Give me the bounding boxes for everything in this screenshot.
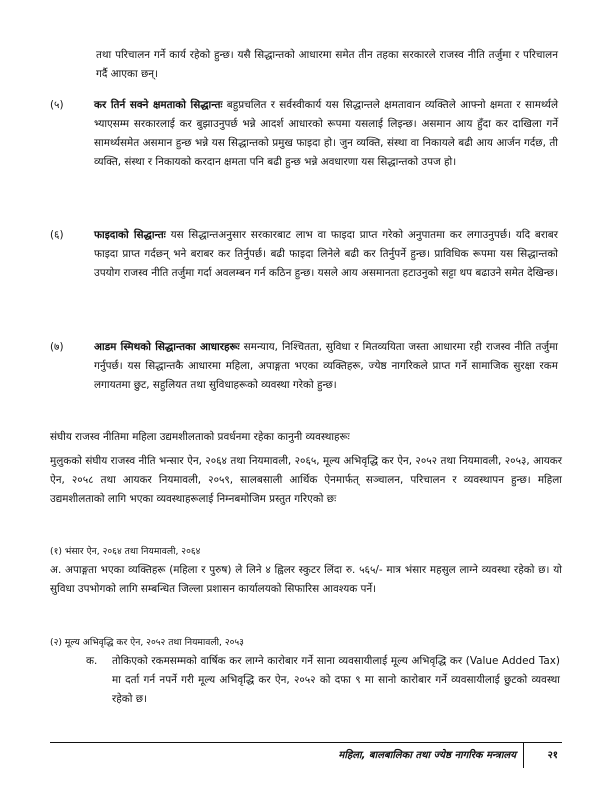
intro-paragraph: मुलुकको संघीय राजस्व नीति भन्सार ऐन, २०६४ तथा नियमावली, २०६५, मूल्य अभिवृद्धि कर ऐन, २०५२ तथा नियमावली, २०५३, आयकर ऐन, २०५८ तथा आयकर नियमावली, २०५९, सालबसाली आर्थिक ऐनमार्फत् सञ्चालन, परिचालन र व्यवस्थापन हुन्छ। महिला उद्यमशीलताको लागि भएका व्यवस्थाहरूलाई निम्नबमोजिम प्रस्तुत गरिएको छः: [50, 455, 562, 505]
principle-title: आडम स्मिथको सिद्धान्तका आधारहरूः: [94, 341, 240, 353]
principle-body: [94, 338, 558, 395]
subsection-paragraph-customs: अ. अपाङ्गता भएका व्यक्तिहरू (महिला र पुरुष) ले लिने ४ ह्विलर स्कुटर लिंदा रु. ५६५/- मात्र भंसार महसुल लाग्ने व्यवस्था रहेको छ। यो सुविधा उपभोगको लागि सम्बन्धित जिल्ला प्रशासन कार्यालयको सिफारिस आवश्यक पर्ने।: [50, 564, 562, 595]
lead-paragraph: तथा परिचालन गर्ने कार्य रहेको हुन्छ। यसै सिद्धान्तको आधारमा समेत तीन तहका सरकारले राजस्व नीति तर्जुमा र परिचालन गर्दै आएका छन्।: [96, 49, 558, 80]
principle-number: (५): [50, 99, 64, 111]
principle-text: समन्याय, निश्चितता, सुविधा र मितव्ययिता जस्ता आधारमा रही राजस्व नीति तर्जुमा गर्नुपर्छ। यस सिद्धान्तकै आधारमा महिला, अपाङ्गता भएका व्यक्तिहरू, ज्येष्ठ नागरिकले प्राप्त गर्ने सामाजिक सुरक्षा रकम लगायतमा छुट, सहुलियत तथा सुविधाहरूको व्यवस्था गरेको हुन्छ।: [94, 341, 558, 391]
footer-separator: [523, 742, 524, 768]
footer-ministry: महिला, बालबालिका तथा ज्येष्ठ नागरिक मन्त्रालय: [338, 750, 516, 761]
principle-number: (७): [50, 341, 64, 353]
principle-title: कर तिर्न सक्ने क्षमताको सिद्धान्तः: [94, 99, 223, 111]
subsection-heading-vat: (२) मूल्य अभिवृद्धि कर ऐन, २०५२ तथा नियमावली, २०५३: [50, 637, 244, 648]
page-number: २१: [547, 750, 558, 761]
principle-body: [94, 96, 558, 172]
principle-title: फाइदाको सिद्धान्तः: [94, 229, 166, 241]
clause-text: तोकिएको रकमसम्मको वार्षिक कर लाग्ने कारोबार गर्ने साना व्यवसायीलाई मूल्य अभिवृद्धि कर (Value Added Tax) मा दर्ता गर्न नपर्ने गरी मूल्य अभिवृद्धि कर ऐन, २०५२ को दफा ९ मा सानो कारोबार गर्ने व्यवसायीलाई छुटको व्यवस्था रहेको छ।: [112, 655, 560, 705]
principle-number: (६): [50, 229, 64, 241]
subsection-heading-customs: (१) भंसार ऐन, २०६४ तथा नियमावली, २०६४: [50, 546, 201, 557]
principle-text: बहुप्रचलित र सर्वस्वीकार्य यस सिद्धान्तले क्षमतावान व्यक्तिले आफ्नो क्षमता र सामर्थ्यले भ्याएसम्म सरकारलाई कर बुझाउनुपर्छ भन्ने आदर्श आधारको रूपमा यसलाई लिइन्छ। असमान आय हुँदा कर दाखिला गर्ने सामर्थ्यसमेत असमान हुन्छ भन्ने यस सिद्धान्तको प्रमुख फाइदा हो। जुन व्यक्ति, संस्था वा निकायले बढी आय आर्जन गर्दछ, ती व्यक्ति, संस्था र निकायको करदान क्षमता पनि बढी हुन्छ भन्ने अवधारणा यस सिद्धान्तको उपज हो।: [94, 99, 558, 168]
footer-rule: [50, 742, 562, 743]
principle-body: [94, 226, 558, 283]
clause-label: क.: [86, 655, 98, 667]
principle-text: यस सिद्धान्तअनुसार सरकारबाट लाभ वा फाइदा प्राप्त गरेको अनुपातमा कर लगाउनुपर्छ। यदि बराबर फाइदा प्राप्त गर्दछन् भने बराबर कर तिर्नुपर्छ। बढी फाइदा लिनेले बढी कर तिर्नुपर्ने हुन्छ। प्राविधिक रूपमा यस सिद्धान्तको उपयोग राजस्व नीति तर्जुमा गर्दा अवलम्बन गर्न कठिन हुन्छ। यसले आय असमानता हटाउनुको सट्टा थप बढाउने समेत देखिन्छ।: [94, 229, 558, 279]
section-heading: संघीय राजस्व नीतिमा महिला उद्यमशीलताको प्रवर्धनमा रहेका कानुनी व्यवस्थाहरूः: [50, 431, 350, 443]
